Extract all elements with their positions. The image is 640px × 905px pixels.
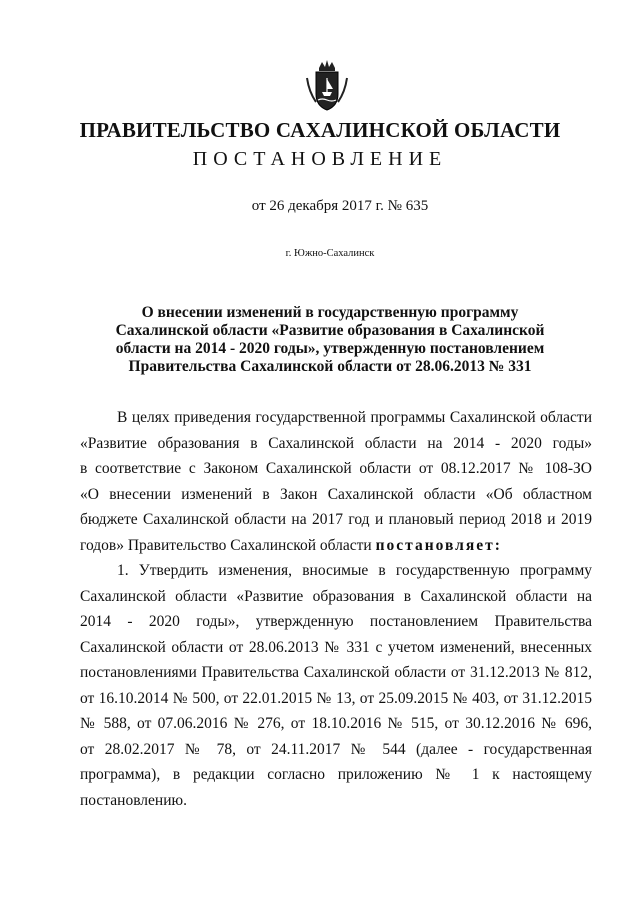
item1-line: от 28.02.2017 № 78, от 24.11.2017 № 544 (далее - государственная xyxy=(80,740,592,758)
subject-line: Сахалинской области «Развитие образования в Сахалинской xyxy=(115,322,545,339)
document-type: ПОСТАНОВЛЕНИЕ xyxy=(192,148,448,170)
subject-line: О внесении изменений в государственную программу xyxy=(141,304,519,321)
subject-line: Правительства Сахалинской области от 28.06.2013 № 331 xyxy=(128,358,532,375)
preamble-line: в соответствие с Законом Сахалинской области от 08.12.2017 № 108-ЗО xyxy=(80,460,592,477)
coat-of-arms-icon xyxy=(306,58,348,114)
resolves-keyword: постановляет: xyxy=(375,536,502,554)
document-subject xyxy=(100,304,560,376)
item1-line: Сахалинской области от 28.06.2013 № 331 с учетом изменений, внесенных xyxy=(80,638,592,656)
item1-line: 1. Утвердить изменения, вносимые в государственную программу xyxy=(117,562,592,579)
organization-title: ПРАВИТЕЛЬСТВО САХАЛИНСКОЙ ОБЛАСТИ xyxy=(79,118,561,142)
preamble-line: «О внесении изменений в Закон Сахалинской области «Об областном xyxy=(80,485,592,503)
document-city: г. Южно-Сахалинск xyxy=(285,248,375,259)
preamble-line: «Развитие образования в Сахалинской области на 2014 - 2020 годы» xyxy=(80,434,592,452)
preamble-line: бюджете Сахалинской области на 2017 год и плановый период 2018 и 2019 xyxy=(80,511,592,528)
document-date-number: от 26 декабря 2017 г. № 635 xyxy=(251,198,429,214)
item1-line: программа), в редакции согласно приложению № 1 к настоящему xyxy=(80,766,592,783)
subject-line: области на 2014 - 2020 годы», утвержденную постановлением xyxy=(115,340,545,357)
preamble-last-line xyxy=(80,533,592,559)
item1-line: 2014 - 2020 годы», утвержденную постановлением Правительства xyxy=(80,613,592,630)
preamble-last-text: годов» Правительство Сахалинской области xyxy=(80,536,376,554)
item1-line: Сахалинской области «Развитие образования в Сахалинской области на xyxy=(80,587,592,605)
item1-line: от 16.10.2014 № 500, от 22.01.2015 № 13, от 25.09.2015 № 403, от 31.12.2015 xyxy=(80,689,592,707)
preamble-line: В целях приведения государственной программы Сахалинской области xyxy=(117,409,592,426)
item1-line: № 588, от 07.06.2016 № 276, от 18.10.2016 № 515, от 30.12.2016 № 696, xyxy=(80,715,592,732)
item1-line: постановлению. xyxy=(80,791,187,809)
item1-line: постановлениями Правительства Сахалинской области от 31.12.2013 № 812, xyxy=(80,664,592,681)
document-body xyxy=(80,405,592,813)
